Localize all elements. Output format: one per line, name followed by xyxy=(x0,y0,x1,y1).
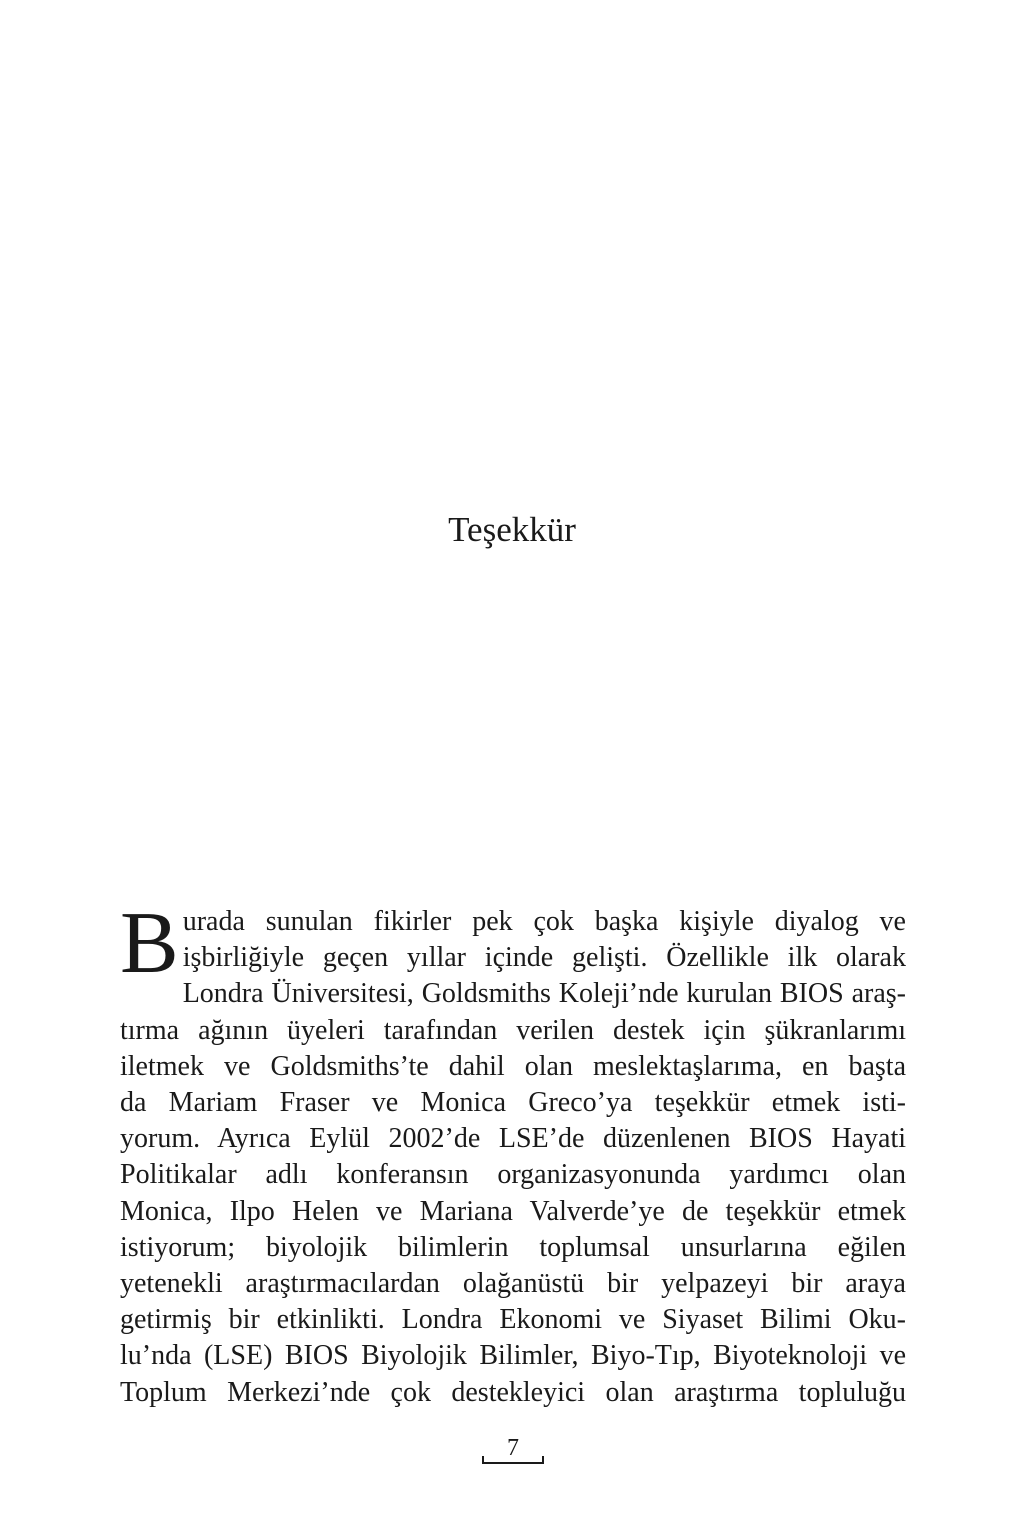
text-line: Politikalar adlı konferansın organizasyonunda yardımcı olan xyxy=(120,1159,906,1191)
text-line: işbirliğiyle geçen yıllar içinde gelişti. Özellikle ilk olarak xyxy=(182,942,906,974)
text-line: Monica, Ilpo Helen ve Mariana Valverde’ye de teşekkür etmek xyxy=(120,1195,906,1227)
text-line: iletmek ve Goldsmiths’te dahil olan meslektaşlarıma, en başta xyxy=(120,1050,906,1082)
folio-rule xyxy=(482,1462,544,1464)
text-line: getirmiş bir etkinlikti. Londra Ekonomi ve Siyaset Bilimi Oku- xyxy=(120,1304,906,1336)
drop-cap: B xyxy=(120,895,179,992)
text-line: urada sunulan fikirler pek çok başka kişiyle diyalog ve xyxy=(182,906,906,937)
body-paragraph xyxy=(120,895,906,1411)
folio-tick-left xyxy=(482,1456,484,1464)
folio-tick-right xyxy=(542,1456,544,1464)
text-line: Toplum Merkezi’nde çok destekleyici olan araştırma topluluğu xyxy=(120,1376,906,1408)
text-line: da Mariam Fraser ve Monica Greco’ya teşekkür etmek isti- xyxy=(120,1087,906,1119)
text-line: tırma ağının üyeleri tarafından verilen destek için şükranlarımı xyxy=(120,1014,906,1046)
page-folio xyxy=(482,1434,544,1466)
page-number: 7 xyxy=(507,1435,519,1461)
text-line: yorum. Ayrıca Eylül 2002’de LSE’de düzenlenen BIOS Hayati xyxy=(120,1123,906,1155)
text-line: Londra Üniversitesi, Goldsmiths Koleji’nde kurulan BIOS araş- xyxy=(182,978,906,1010)
text-line: yetenekli araştırmacılardan olağanüstü bir yelpazeyi bir araya xyxy=(120,1268,906,1300)
text-line: lu’nda (LSE) BIOS Biyolojik Bilimler, Biyo-Tıp, Biyoteknoloji ve xyxy=(120,1340,906,1372)
chapter-title: Teşekkür xyxy=(448,510,576,549)
text-line: istiyorum; biyolojik bilimlerin toplumsal unsurlarına eğilen xyxy=(120,1231,906,1263)
